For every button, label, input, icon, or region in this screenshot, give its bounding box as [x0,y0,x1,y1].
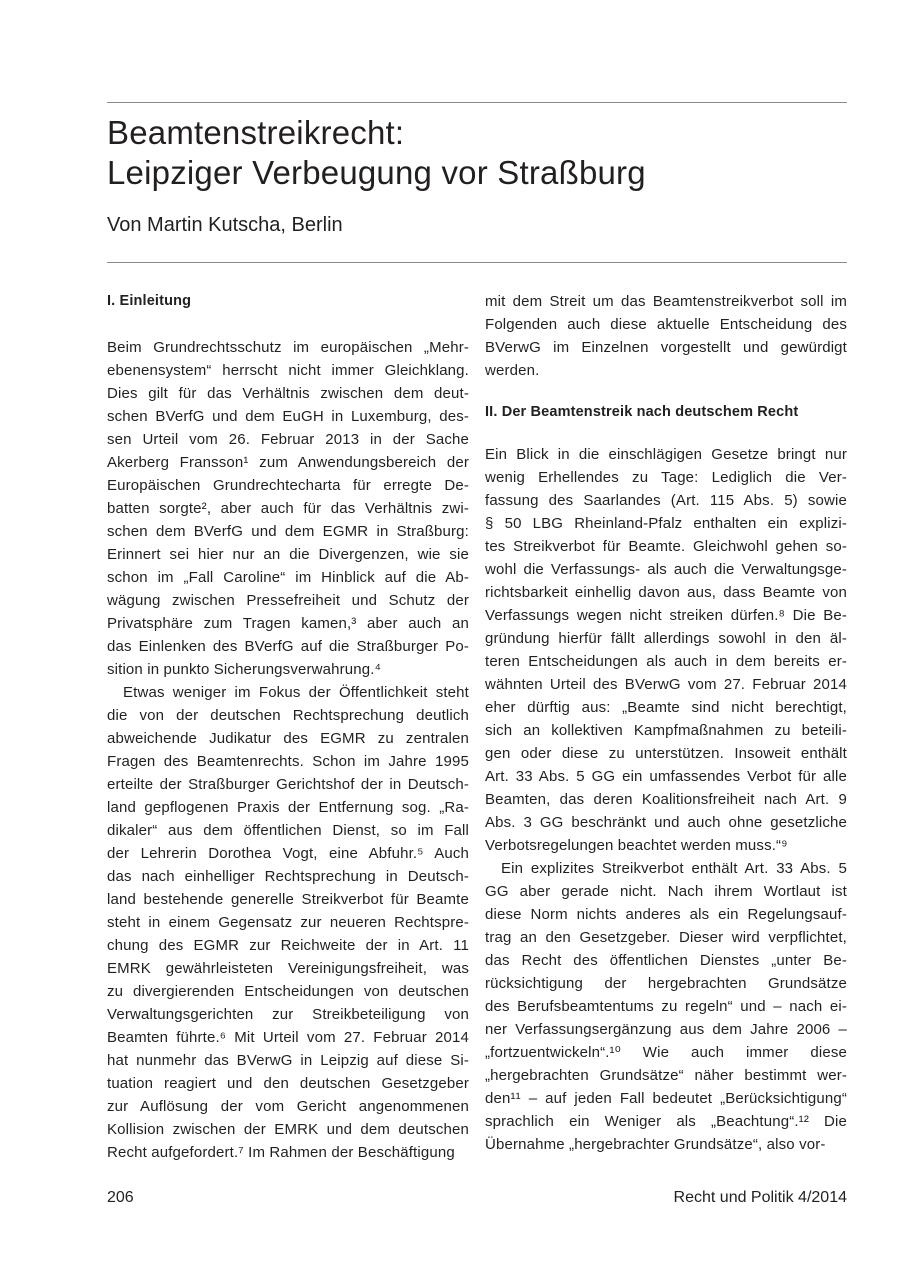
author-byline: Von Martin Kutscha, Berlin [107,214,343,236]
text-line: „hergebrachten Grundsätze“ näher bestimmt wer- [485,1067,847,1084]
text-line: dikaler“ aus dem öffentlichen Dienst, so im Fall [107,822,469,839]
text-line: Ein explizites Streikverbot enthält Art. 33 Abs. 5 [501,860,847,877]
top-rule [107,102,847,103]
header-bottom-rule [107,262,847,263]
text-line: Verwaltungsgerichten zur Streikbeteiligung von [107,1006,469,1023]
text-line: zu divergierenden Entscheidungen von deutschen [107,983,469,1000]
text-line: wenig Erhellendes zu Tage: Lediglich die Ver- [485,469,847,486]
text-line: steht in einem Gegensatz zur neueren Rechtspre- [107,914,469,931]
text-line: trag an den Gesetzgeber. Dieser wird verpflichtet, [485,929,847,946]
text-line: den¹¹ – auf jeden Fall bedeutet „Berücksichtigung“ [485,1090,847,1107]
text-line: land bestehende generelle Streikverbot für Beamte [107,891,469,908]
text-line: richtsbarkeit einhellig davon aus, dass Beamte von [485,584,847,601]
text-line: wohl die Verfassungs- als auch die Verwaltungsge- [485,561,847,578]
text-line: EMRK gewährleisteten Vereinigungsfreiheit, was [107,960,469,977]
section-heading-1: I. Einleitung [107,293,192,309]
text-line: zur Auflösung der vom Gericht angenommenen [107,1098,469,1115]
text-line: das Recht des öffentlichen Dienstes „unter Be- [485,952,847,969]
text-line: teren Entscheidungen als auch in dem bereits er- [485,653,847,670]
text-line: BVerwG im Einzelnen vorgestellt und gewürdigt [485,339,847,356]
article-title [107,113,847,193]
text-line: „fortzuentwickeln“.¹⁰ Wie auch immer diese [485,1044,847,1061]
text-line: ner Verfassungsergänzung aus dem Jahre 2006 – [485,1021,847,1038]
left-body-text [107,336,469,1164]
text-line: des Berufsbeamtentums zu regeln“ und – nach ei- [485,998,847,1015]
text-line: schen BVerfG und dem EuGH in Luxemburg, des- [107,408,469,425]
text-line: das nach einhelliger Rechtsprechung in Deutsch- [107,868,469,885]
text-line: Art. 33 Abs. 5 GG ein umfassendes Verbot für alle [485,768,847,785]
text-line: werden. [485,362,540,379]
text-line: sen Urteil vom 26. Februar 2013 in der Sache [107,431,469,448]
text-line: das Einlenken des BVerfG auf die Straßburger Po- [107,638,469,655]
left-column [107,290,469,1164]
text-line: eher dürftig aus: „Beamte sind nicht berechtigt, [485,699,847,716]
text-line: Europäischen Grundrechtecharta für erregte De- [107,477,469,494]
text-line: gründung hierfür fällt allerdings sowohl in den äl- [485,630,847,647]
text-line: wägung zwischen Pressefreiheit und Schutz der [107,592,469,609]
text-line: Akerberg Fransson¹ zum Anwendungsbereich der [107,454,469,471]
text-line: Recht aufgefordert.⁷ Im Rahmen der Beschäftigung [107,1144,455,1161]
text-line: Kollision zwischen der EMRK und dem deutschen [107,1121,469,1138]
text-line: batten sorgte², aber auch für das Verhältnis zwi- [107,500,469,517]
text-line: Verfassungs wegen nicht streiken dürfen.⁸ Die Be- [485,607,847,624]
text-line: Dies gilt für das Verhältnis zwischen dem deut- [107,385,469,402]
text-line: hat nunmehr das BVerwG in Leipzig auf diese Si- [107,1052,469,1069]
text-line: chung des EGMR zur Reichweite der in Art. 11 [107,937,469,954]
text-line: § 50 LBG Rheinland-Pfalz enthalten ein explizi- [485,515,847,532]
text-line: sprachlich ein Weniger als „Beachtung“.¹² Die [485,1113,847,1130]
text-line: Übernahme „hergebrachter Grundsätze“, also vor- [485,1136,826,1153]
title-line-2: Leipziger Verbeugung vor Straßburg [107,154,646,191]
text-line: land gepflogenen Praxis der Entfernung sog. „Ra- [107,799,469,816]
text-line: tuation reagiert und den deutschen Gesetzgeber [107,1075,469,1092]
text-line: Beim Grundrechtsschutz im europäischen „Mehr- [107,339,469,356]
page-number: 206 [107,1189,134,1206]
text-line: GG aber gerade nicht. Nach ihrem Wortlaut ist [485,883,847,900]
text-line: Privatsphäre zum Tragen kamen,³ aber auch an [107,615,469,632]
text-line: sich an kollektiven Kampfmaßnahmen zu beteili- [485,722,847,739]
text-line: sition in punkto Sicherungsverwahrung.⁴ [107,661,382,678]
text-line: Beamten, das deren Koalitionsfreiheit nach Art. 9 [485,791,847,808]
text-line: Folgenden auch diese aktuelle Entscheidung des [485,316,847,333]
text-line: Etwas weniger im Fokus der Öffentlichkeit steht [123,684,469,701]
title-line-1: Beamtenstreikrecht: [107,114,405,151]
right-column [485,290,847,1156]
text-line: Abs. 3 GG beschränkt und auch ohne gesetzliche [485,814,847,831]
text-line: ebenensystem“ herrscht nicht immer Gleichklang. [107,362,469,379]
text-line: wähnten Urteil des BVerwG vom 27. Februar 2014 [485,676,847,693]
text-line: der Lehrerin Dorothea Vogt, eine Abfuhr.⁵ Auch [107,845,469,862]
text-line: abweichende Judikatur des EGMR zu zentralen [107,730,469,747]
journal-name: Recht und Politik 4/2014 [673,1189,847,1206]
text-line: schon im „Fall Caroline“ im Hinblick auf die Ab- [107,569,469,586]
text-line: fassung des Saarlandes (Art. 115 Abs. 5) sowie [485,492,847,509]
text-line: mit dem Streit um das Beamtenstreikverbot soll im [485,293,847,310]
text-line: gen oder diese zu unterstützen. Insoweit enthält [485,745,847,762]
text-line: Erinnert sei hier nur an die Divergenzen, wie sie [107,546,469,563]
text-line: rücksichtigung der hergebrachten Grundsätze [485,975,847,992]
text-line: diese Norm nichts anderes als ein Regelungsauf- [485,906,847,923]
section-heading-2: II. Der Beamtenstreik nach deutschem Recht [485,404,799,420]
text-line: die von der deutschen Rechtsprechung deutlich [107,707,469,724]
right-intro-text [485,290,847,382]
text-line: Fragen des Beamtenrechts. Schon im Jahre 1995 [107,753,469,770]
text-line: tes Streikverbot für Beamte. Gleichwohl gehen so- [485,538,847,555]
text-line: schen dem BVerfG und dem EGMR in Straßburg: [107,523,469,540]
right-body-text [485,443,847,1156]
text-line: Verbotsregelungen beachtet werden muss.“⁹ [485,837,788,854]
text-line: erteilte der Straßburger Gerichtshof der in Deutsch- [107,776,469,793]
text-line: Ein Blick in die einschlägigen Gesetze bringt nur [485,446,847,463]
text-line: Beamten führte.⁶ Mit Urteil vom 27. Februar 2014 [107,1029,469,1046]
